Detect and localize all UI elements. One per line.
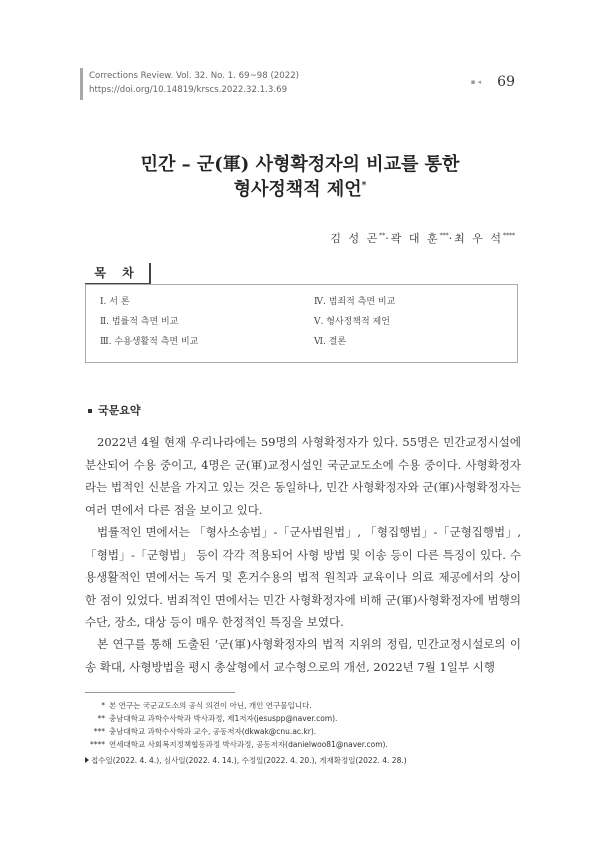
submission-dates: 접수일(2022. 4. 4.), 심사일(2022. 4. 14.), 수정일(2022. 4. 20.), 게재확정일(2022. 4. 28.)	[85, 755, 407, 766]
abstract-paragraph: 법률적인 면에서는 「형사소송법」-「군사법원법」, 「형집행법」-「군형집행법」, 「형법」-「군형법」 등이 각각 적용되어 사형 방법 및 이송 등이 다른 특징이 있다. 수용생활적인 면에서는 독거 및 혼거수용의 법적 원칙과 교육이나 의료 제공에서의 상이한 점이 있었다. 범죄적인 면에서는 민간 사형확정자에 비해 군(軍)사형확정자에 범행의 수단, 장소, 대상 등이 매우 한정적인 특징을 보였다.	[85, 525, 521, 629]
page-number: 69	[497, 74, 515, 90]
journal-citation: Corrections Review. Vol. 32. No. 1. 69~98 (2022)	[89, 71, 300, 81]
toc-item: Ⅲ. 수용생활적 측면 비교	[100, 337, 199, 347]
toc-item: Ⅰ. 서 론	[100, 297, 130, 307]
title-line-1: 민간 – 군(軍) 사형확정자의 비교를 통한	[140, 154, 460, 175]
journal-header	[80, 68, 520, 102]
header-bar	[80, 68, 83, 100]
toc-box	[85, 284, 518, 363]
doi-line: https://doi.org/10.14819/krscs.2022.32.1.3.69	[89, 85, 288, 95]
toc-item: Ⅵ. 결론	[314, 337, 347, 347]
author-name: 김 성 곤	[330, 232, 380, 245]
toc-item: Ⅱ. 법률적 측면 비교	[100, 317, 179, 327]
header-dots: ▪ ◂	[470, 78, 482, 86]
author-name: 곽 대 훈	[390, 232, 440, 245]
abstract-heading: 국문요약	[88, 402, 141, 418]
footnote: *** 충남대학교 과학수사학과 교수, 공동저자(dkwak@cnu.ac.kr).	[93, 727, 317, 736]
abstract-paragraph: 2022년 4월 현재 우리나라에는 59명의 사형확정자가 있다. 55명은 민간교정시설에 분산되어 수용 중이고, 4명은 군(軍)교정시설인 국군교도소에 수용 중이다. 사형확정자라는 법적인 신분을 가지고 있는 것은 동일하나, 민간 사형확정자와 군(軍)사형확정자는 여러 면에서 다른 점을 보이고 있다.	[85, 435, 521, 517]
footnote: **** 연세대학교 사회복지정책협동과정 박사과정, 공동저자(danielwoo81@naver.com).	[90, 740, 388, 749]
table-of-contents	[85, 263, 518, 361]
footnote: ** 충남대학교 과학수사학과 박사과정, 제1저자(jesuspp@naver.com).	[97, 714, 338, 723]
toc-label: 목 차	[85, 263, 149, 285]
toc-item: Ⅴ. 형사정책적 제언	[314, 317, 390, 327]
title-line-2: 형사정책적 제언*	[233, 179, 367, 200]
author-name: 최 우 석	[454, 232, 503, 245]
toc-item: Ⅳ. 범죄적 측면 비교	[314, 297, 396, 307]
triangle-bullet-icon	[85, 757, 89, 763]
footnote: * 본 연구는 국군교도소의 공식 의견이 아닌, 개인 연구물입니다.	[101, 701, 312, 710]
title-footnote-mark: *	[361, 181, 367, 191]
abstract-paragraph: 본 연구를 통해 도출된 ‘군(軍)사형확정자의 법적 지위의 정립, 민간교정시설로의 이송 확대, 사형방법을 평시 총살형에서 교수형으로의 개선, 2022년 7월 1일부 시행	[85, 637, 521, 674]
author-list: 김 성 곤**·곽 대 훈***·최 우 석****	[330, 232, 515, 245]
footnote-rule	[85, 692, 235, 693]
square-bullet-icon	[88, 409, 92, 413]
